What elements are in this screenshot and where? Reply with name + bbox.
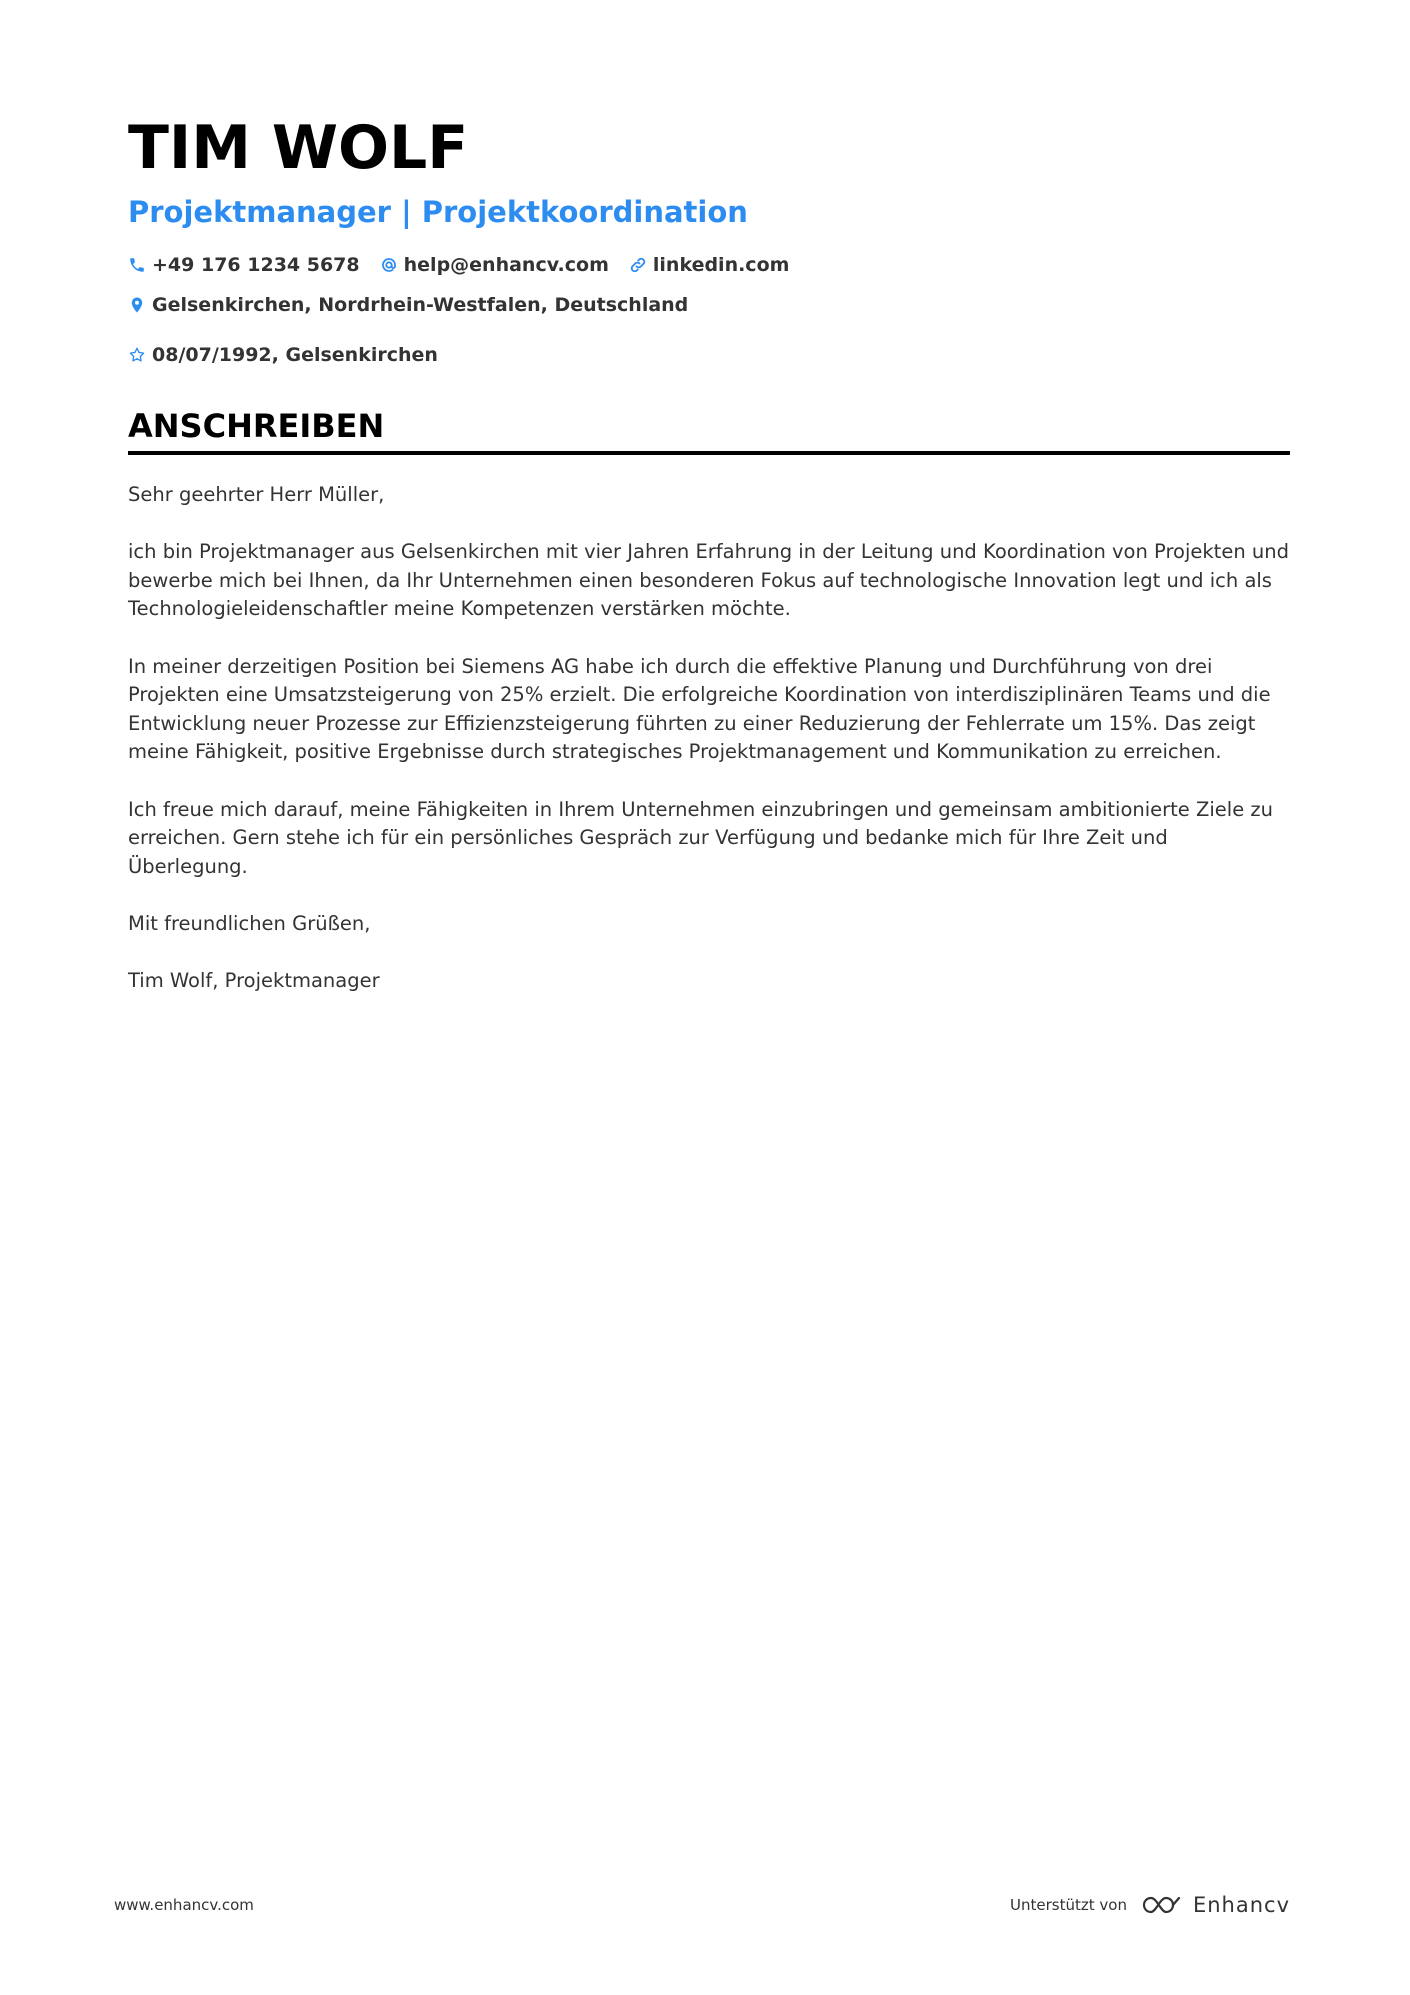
- cover-letter-section: [128, 403, 1290, 1024]
- letter-signature: Tim Wolf, Projektmanager: [128, 969, 380, 993]
- contact-info: [128, 250, 1298, 370]
- section-divider: [128, 451, 1290, 455]
- letter-paragraph: Ich freue mich darauf, meine Fähigkeiten in Ihrem Unternehmen einzubringen und gemeinsam ambitionierte Ziele zu erreichen. Gern stehe ich für ein persönliches Gespräch zur Verfügung und bedanke mich für Ihre Zeit und Überlegung.: [128, 797, 1273, 878]
- contact-birth: [128, 340, 438, 370]
- contact-location-text: Gelsenkirchen, Nordrhein-Westfalen, Deutschland: [152, 294, 689, 316]
- contact-birth-text: 08/07/1992, Gelsenkirchen: [152, 344, 438, 366]
- phone-icon: [128, 256, 146, 274]
- contact-phone[interactable]: [128, 250, 360, 280]
- footer: [114, 1885, 1290, 1925]
- candidate-name: TIM WOLF: [128, 113, 469, 183]
- header: [128, 108, 1288, 370]
- at-icon: [380, 256, 398, 274]
- contact-website-text: linkedin.com: [652, 254, 790, 276]
- letter-body: [128, 481, 1290, 996]
- section-title: ANSCHREIBEN: [128, 407, 385, 445]
- letter-closing: Mit freundlichen Grüßen,: [128, 911, 371, 935]
- contact-phone-text: +49 176 1234 5678: [152, 254, 360, 276]
- star-icon: [128, 346, 146, 364]
- footer-branding: [1010, 1892, 1290, 1918]
- footer-website-link[interactable]: www.enhancv.com: [114, 1896, 254, 1914]
- contact-location: [128, 290, 688, 320]
- job-title: Projektmanager | Projektkoordination: [128, 195, 748, 229]
- letter-paragraph: ich bin Projektmanager aus Gelsenkirchen mit vier Jahren Erfahrung in der Leitung und Koordination von Projekten und bewerbe mich bei Ihnen, da Ihr Unternehmen einen besonderen Fokus auf technologische Innovation legt und ich als Technologieleidenschaftler meine Kompetenzen verstärken möchte.: [128, 540, 1289, 621]
- contact-website[interactable]: [629, 250, 790, 280]
- contact-email-text: help@enhancv.com: [403, 254, 609, 276]
- location-pin-icon: [128, 296, 146, 314]
- link-icon: [629, 256, 647, 274]
- contact-email[interactable]: [380, 250, 609, 280]
- brand-name: Enhancv: [1192, 1893, 1290, 1917]
- brand-logo[interactable]: [1139, 1892, 1290, 1918]
- powered-by-label: Unterstützt von: [1010, 1896, 1127, 1914]
- infinity-logo-icon: [1139, 1892, 1185, 1918]
- letter-salutation: Sehr geehrter Herr Müller,: [128, 483, 385, 506]
- letter-paragraph: In meiner derzeitigen Position bei Siemens AG habe ich durch die effektive Planung und Durchführung von drei Projekten eine Umsatzsteigerung von 25% erzielt. Die erfolgreiche Koordination von interdisziplinären Teams und die Entwicklung neuer Prozesse zur Effizienzsteigerung führten zu einer Reduzierung der Fehlerrate um 15%. Das zeigt meine Fähigkeit, positive Ergebnisse durch strategisches Projektmanagement und Kommunikation zu erreichen.: [128, 654, 1271, 764]
